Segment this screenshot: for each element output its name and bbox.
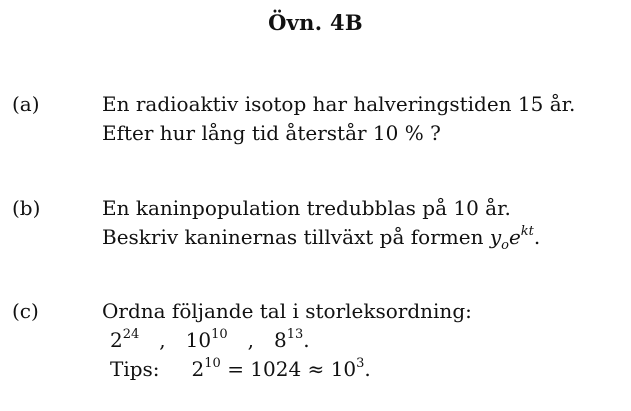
problem-b-line-2-text: Beskriv kaninernas tillväxt på formen [102,225,484,249]
problem-c-line-1: Ordna följande tal i storleksordning: [102,299,472,323]
number-8-pow-13: $8^{13}$ [274,327,304,352]
problem-c-label: (c) [12,299,39,323]
tip-formula: $2^{10} = 1024 \approx 10^3$. [191,356,371,381]
number-2-pow-24: $2^{24}$ [110,327,140,352]
problem-a-line-1: En radioaktiv isotop har halveringstiden 15 år. [102,92,576,116]
problem-b-line-2 [102,225,540,253]
number-10-pow-10: $10^{10}$ [185,327,228,352]
growth-formula: $y_oe^{kt}$. [489,224,541,253]
tip-label: Tips: [110,357,160,381]
problem-b-line-1: En kaninpopulation tredubblas på 10 år. [102,196,511,220]
problem-a-label: (a) [12,92,40,116]
exercise-title: Övn. 4B [268,10,363,35]
numbers-to-order: $2^{24}$ , $10^{10}$ , $8^{13}$. [110,327,310,352]
problem-b-label: (b) [12,196,41,220]
tip-line [110,357,371,381]
problem-a-line-2: Efter hur lång tid återstår 10 % ? [102,121,441,145]
